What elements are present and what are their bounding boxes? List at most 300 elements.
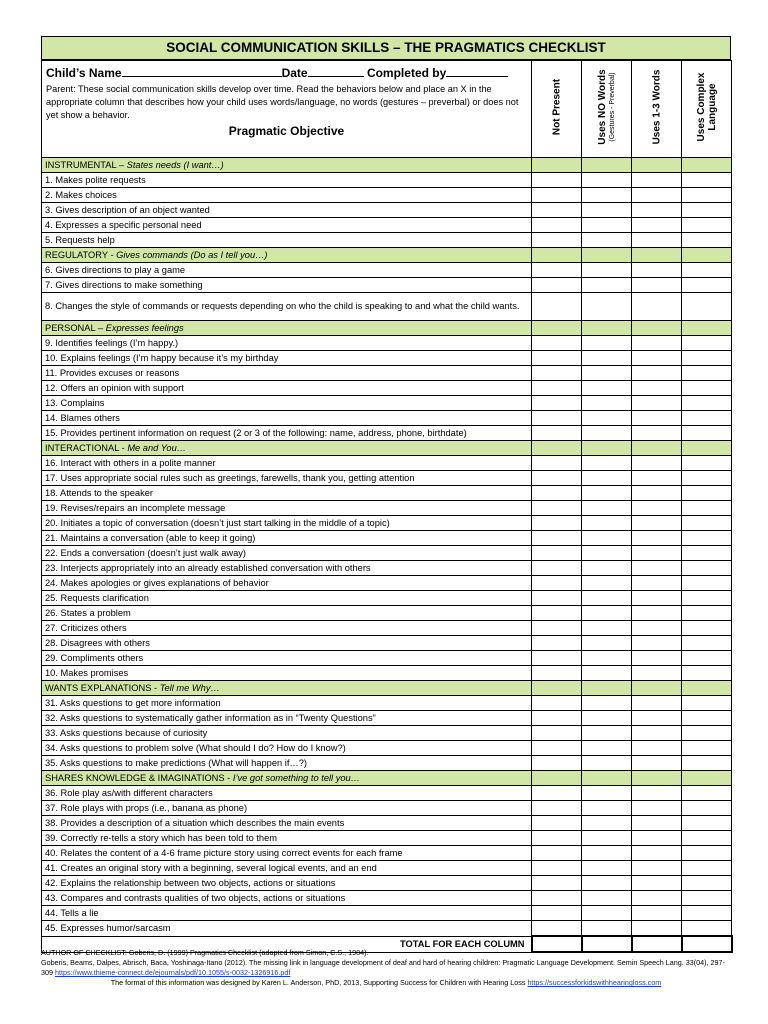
checkbox-cell[interactable] [532,801,582,816]
checkbox-cell[interactable] [532,561,582,576]
section-header-cell [632,248,682,263]
checkbox-cell[interactable] [682,876,732,891]
checkbox-cell[interactable] [682,351,732,366]
checklist-item-label: 17. Uses appropriate social rules such as greetings, farewells, thank you, getting attention [42,471,532,486]
checkbox-cell[interactable] [532,531,582,546]
checkbox-cell[interactable] [532,696,582,711]
page-title: SOCIAL COMMUNICATION SKILLS – THE PRAGMATICS CHECKLIST [41,36,731,60]
checkbox-cell[interactable] [532,831,582,846]
childs-name-field[interactable] [122,65,282,77]
checkbox-cell[interactable] [632,741,682,756]
checkbox-cell[interactable] [682,516,732,531]
checkbox-cell[interactable] [682,336,732,351]
checklist-item-row [42,366,732,381]
section-header-row [42,771,732,786]
checkbox-cell[interactable] [532,651,582,666]
column-header-no-words: Uses NO Words (Gestures - Preverbal) [582,61,632,158]
checklist-item-row [42,861,732,876]
checklist-item-row [42,531,732,546]
checkbox-cell[interactable] [582,456,632,471]
column-header-not-present: Not Present [532,61,582,158]
checkbox-cell[interactable] [582,546,632,561]
checklist-item-row [42,831,732,846]
checkbox-cell[interactable] [532,606,582,621]
checkbox-cell[interactable] [682,741,732,756]
checkbox-cell[interactable] [682,233,732,248]
checkbox-cell[interactable] [532,906,582,921]
checkbox-cell[interactable] [582,293,632,321]
section-title: SHARES KNOWLEDGE & IMAGINATIONS - I’ve got something to tell you… [42,771,532,786]
checkbox-cell[interactable] [532,486,582,501]
checklist-item-label: 22. Ends a conversation (doesn’t just walk away) [42,546,532,561]
checkbox-cell[interactable] [682,801,732,816]
checklist-item-row [42,711,732,726]
checkbox-cell[interactable] [532,501,582,516]
checklist-item-label: 8. Changes the style of commands or requests depending on who the child is speaking to and what the child wants. [42,293,532,321]
checkbox-cell[interactable] [532,293,582,321]
completed-by-field[interactable] [446,65,508,77]
checklist-item-row [42,233,732,248]
checkbox-cell[interactable] [532,636,582,651]
checkbox-cell[interactable] [532,396,582,411]
checkbox-cell[interactable] [582,696,632,711]
checkbox-cell[interactable] [632,861,682,876]
checkbox-cell[interactable] [582,531,632,546]
completed-by-label: Completed by [366,66,447,80]
checkbox-cell[interactable] [632,621,682,636]
checkbox-cell[interactable] [582,173,632,188]
checklist-item-row [42,336,732,351]
checklist-item-label: 23. Interjects appropriately into an already established conversation with others [42,561,532,576]
section-header-cell [532,771,582,786]
checkbox-cell[interactable] [632,203,682,218]
checkbox-cell[interactable] [532,546,582,561]
checkbox-cell[interactable] [682,726,732,741]
format-link[interactable]: https://successforkidswithhearingloss.com [527,978,662,987]
checkbox-cell[interactable] [632,591,682,606]
checkbox-cell[interactable] [632,831,682,846]
checkbox-cell[interactable] [632,263,682,278]
section-header-row [42,441,732,456]
checkbox-cell[interactable] [532,891,582,906]
checkbox-cell[interactable] [532,203,582,218]
checkbox-cell[interactable] [582,636,632,651]
checklist-item-label: 19. Revises/repairs an incomplete message [42,501,532,516]
section-header-cell [582,771,632,786]
checklist-item-label: 33. Asks questions because of curiosity [42,726,532,741]
checkbox-cell[interactable] [532,666,582,681]
checklist-item-label: 16. Interact with others in a polite manner [42,456,532,471]
checkbox-cell[interactable] [532,426,582,441]
checkbox-cell[interactable] [582,336,632,351]
checklist-item-label: 10. Makes promises [42,666,532,681]
checkbox-cell[interactable] [582,576,632,591]
checkbox-cell[interactable] [582,366,632,381]
checklist-item-label: 27. Criticizes others [42,621,532,636]
checklist-item-label: 10. Explains feelings (I’m happy because it’s my birthday [42,351,532,366]
checkbox-cell[interactable] [682,921,732,937]
checklist-item-row [42,786,732,801]
checklist-item-label: 41. Creates an original story with a beginning, several logical events, and an end [42,861,532,876]
checkbox-cell[interactable] [632,756,682,771]
checkbox-cell[interactable] [682,816,732,831]
checkbox-cell[interactable] [582,786,632,801]
checkbox-cell[interactable] [682,786,732,801]
checkbox-cell[interactable] [582,921,632,937]
checkbox-cell[interactable] [582,606,632,621]
checkbox-cell[interactable] [632,696,682,711]
checkbox-cell[interactable] [632,876,682,891]
checkbox-cell[interactable] [582,233,632,248]
checkbox-cell[interactable] [532,876,582,891]
checkbox-cell[interactable] [632,293,682,321]
checkbox-cell[interactable] [532,921,582,937]
checkbox-cell[interactable] [632,606,682,621]
checkbox-cell[interactable] [632,891,682,906]
checklist-item-row [42,801,732,816]
checkbox-cell[interactable] [582,516,632,531]
checkbox-cell[interactable] [582,218,632,233]
checkbox-cell[interactable] [682,756,732,771]
checkbox-cell[interactable] [632,651,682,666]
checkbox-cell[interactable] [532,456,582,471]
checklist-item-row [42,173,732,188]
checklist-item-label: 1. Makes polite requests [42,173,532,188]
checkbox-cell[interactable] [682,173,732,188]
checkbox-cell[interactable] [582,396,632,411]
checklist-item-row [42,696,732,711]
checkbox-cell[interactable] [582,906,632,921]
checklist-item-row [42,188,732,203]
checkbox-cell[interactable] [582,263,632,278]
checkbox-cell[interactable] [582,471,632,486]
checkbox-cell[interactable] [532,278,582,293]
section-header-cell [532,321,582,336]
checkbox-cell[interactable] [582,891,632,906]
checkbox-cell[interactable] [632,173,682,188]
checkbox-cell[interactable] [582,741,632,756]
checkbox-cell[interactable] [682,486,732,501]
checkbox-cell[interactable] [682,293,732,321]
checkbox-cell[interactable] [582,651,632,666]
checkbox-cell[interactable] [532,366,582,381]
header-info-cell [42,61,532,158]
checklist-item-row [42,293,732,321]
checkbox-cell[interactable] [582,846,632,861]
section-header-row [42,158,732,173]
header-row [42,61,732,158]
checkbox-cell[interactable] [582,876,632,891]
checkbox-cell[interactable] [582,621,632,636]
section-title: INSTRUMENTAL – States needs (I want…) [42,158,532,173]
checkbox-cell[interactable] [632,921,682,937]
column-header-complex-language: Uses Complex Language [682,61,732,158]
checkbox-cell[interactable] [682,651,732,666]
checkbox-cell[interactable] [682,366,732,381]
checkbox-cell[interactable] [632,486,682,501]
checkbox-cell[interactable] [532,471,582,486]
checkbox-cell[interactable] [532,381,582,396]
checklist-item-row [42,278,732,293]
section-header-cell [582,321,632,336]
checkbox-cell[interactable] [682,576,732,591]
section-header-cell [682,681,732,696]
checklist-item-label: 5. Requests help [42,233,532,248]
section-title: PERSONAL – Expresses feelings [42,321,532,336]
section-header-cell [632,771,682,786]
checkbox-cell[interactable] [682,546,732,561]
checkbox-cell[interactable] [532,756,582,771]
section-header-row [42,321,732,336]
checklist-item-label: 43. Compares and contrasts qualities of two objects, actions or situations [42,891,532,906]
checkbox-cell[interactable] [532,591,582,606]
checkbox-cell[interactable] [632,233,682,248]
checkbox-cell[interactable] [682,531,732,546]
checkbox-cell[interactable] [582,756,632,771]
checklist-item-row [42,203,732,218]
checkbox-cell[interactable] [582,203,632,218]
checklist-item-label: 25. Requests clarification [42,591,532,606]
section-header-cell [682,441,732,456]
checkbox-cell[interactable] [632,726,682,741]
checklist-item-row [42,516,732,531]
checkbox-cell[interactable] [632,351,682,366]
checklist-item-label: 13. Complains [42,396,532,411]
date-label: Date [281,66,308,80]
footer-format: The format of this information was designed by Karen L. Anderson, PhD, 2013, Supporting Success for Children with Hearing Loss https://successforkidswithhearingloss.com [110,978,662,987]
checklist-item-row [42,576,732,591]
checkbox-cell[interactable] [632,561,682,576]
checkbox-cell[interactable] [682,561,732,576]
checkbox-cell[interactable] [632,576,682,591]
checklist-item-row [42,756,732,771]
checkbox-cell[interactable] [682,411,732,426]
checkbox-cell[interactable] [682,696,732,711]
checkbox-cell[interactable] [582,188,632,203]
checkbox-cell[interactable] [582,816,632,831]
checklist-item-row [42,486,732,501]
section-header-cell [632,681,682,696]
checklist-item-row [42,876,732,891]
checkbox-cell[interactable] [682,861,732,876]
checklist-item-label: 39. Correctly re-tells a story which has been told to them [42,831,532,846]
checklist-item-label: 21. Maintains a conversation (able to keep it going) [42,531,532,546]
checkbox-cell[interactable] [532,263,582,278]
checkbox-cell[interactable] [632,846,682,861]
checkbox-cell[interactable] [682,591,732,606]
checkbox-cell[interactable] [632,546,682,561]
checkbox-cell[interactable] [582,561,632,576]
checklist-item-row [42,606,732,621]
section-header-cell [582,248,632,263]
section-header-cell [532,158,582,173]
checklist-item-row [42,741,732,756]
checkbox-cell[interactable] [632,711,682,726]
checkbox-cell[interactable] [632,188,682,203]
section-header-cell [682,771,732,786]
checklist-item-row [42,263,732,278]
checklist-item-label: 14. Blames others [42,411,532,426]
checklist-item-row [42,351,732,366]
checklist-item-label: 26. States a problem [42,606,532,621]
footer-citation: Goberis, Beams, Dalpes, Abrisch, Baca, Yoshinaga-Itano (2012). The missing link in language development of deaf and hard of hearing children: Pragmatic Language Development. Semin Speech Lang. 33(04), 297-309 https://www.thieme-connect.de/ejournals/pdf/10.1055/s-0032-1326916.pdf [41,958,725,977]
checkbox-cell[interactable] [682,471,732,486]
checkbox-cell[interactable] [632,816,682,831]
checkbox-cell[interactable] [632,426,682,441]
parent-instructions: Parent: These social communication skills develop over time. Read the behaviors below and place an X in the appropriate column that describes how your child uses words/language, no words (gestures – preverbal) or does not yet show a behavior. [46,84,519,120]
checkbox-cell[interactable] [632,906,682,921]
checkbox-cell[interactable] [582,411,632,426]
checklist-item-row [42,816,732,831]
section-header-cell [682,248,732,263]
checklist-item-label: 3. Gives description of an object wanted [42,203,532,218]
citation-link[interactable]: https://www.thieme-connect.de/ejournals/pdf/10.1055/s-0032-1326916.pdf [55,968,291,977]
checklist-item-row [42,456,732,471]
section-header-row [42,681,732,696]
checkbox-cell[interactable] [532,336,582,351]
checkbox-cell[interactable] [532,351,582,366]
checkbox-cell[interactable] [682,381,732,396]
checklist-item-row [42,561,732,576]
checkbox-cell[interactable] [532,786,582,801]
checkbox-cell[interactable] [682,396,732,411]
checkbox-cell[interactable] [682,218,732,233]
checklist-item-label: 36. Role play as/with different characters [42,786,532,801]
checkbox-cell[interactable] [582,666,632,681]
checkbox-cell[interactable] [632,411,682,426]
checkbox-cell[interactable] [582,426,632,441]
checkbox-cell[interactable] [682,906,732,921]
checkbox-cell[interactable] [632,218,682,233]
checkbox-cell[interactable] [632,786,682,801]
checkbox-cell[interactable] [682,278,732,293]
checkbox-cell[interactable] [632,366,682,381]
checkbox-cell[interactable] [682,426,732,441]
checkbox-cell[interactable] [582,861,632,876]
checklist-item-label: 9. Identifies feelings (I’m happy.) [42,336,532,351]
checkbox-cell[interactable] [582,726,632,741]
checkbox-cell[interactable] [582,831,632,846]
checklist-item-label: 35. Asks questions to make predictions (What will happen if…?) [42,756,532,771]
section-header-cell [632,158,682,173]
checklist-item-row [42,218,732,233]
checklist-item-label: 38. Provides a description of a situation which describes the main events [42,816,532,831]
checkbox-cell[interactable] [682,711,732,726]
checkbox-cell[interactable] [582,486,632,501]
checkbox-cell[interactable] [682,621,732,636]
checkbox-cell[interactable] [532,411,582,426]
checkbox-cell[interactable] [682,891,732,906]
checkbox-cell[interactable] [532,218,582,233]
checkbox-cell[interactable] [532,621,582,636]
checklist-item-label: 20. Initiates a topic of conversation (doesn’t just start talking in the middle of a topic) [42,516,532,531]
checkbox-cell[interactable] [582,801,632,816]
checkbox-cell[interactable] [582,591,632,606]
checklist-item-row [42,396,732,411]
checkbox-cell[interactable] [582,278,632,293]
total-label: TOTAL FOR EACH COLUMN [42,936,532,952]
section-header-cell [532,441,582,456]
checkbox-cell[interactable] [632,336,682,351]
checklist-item-label: 31. Asks questions to get more information [42,696,532,711]
checkbox-cell[interactable] [682,606,732,621]
checklist-item-row [42,501,732,516]
checklist-item-label: 44. Tells a lie [42,906,532,921]
checkbox-cell[interactable] [682,456,732,471]
column-header-1-3-words: Uses 1-3 Words [632,61,682,158]
checkbox-cell[interactable] [632,801,682,816]
checkbox-cell[interactable] [632,516,682,531]
checklist-item-label: 29. Compliments others [42,651,532,666]
checkbox-cell[interactable] [632,531,682,546]
checkbox-cell[interactable] [632,471,682,486]
checklist-item-row [42,591,732,606]
date-field[interactable] [308,65,364,77]
section-header-cell [632,441,682,456]
section-header-cell [682,158,732,173]
checkbox-cell[interactable] [632,456,682,471]
childs-name-label: Child’s Name [46,66,122,80]
checkbox-cell[interactable] [532,173,582,188]
checkbox-cell[interactable] [632,396,682,411]
checkbox-cell[interactable] [632,636,682,651]
checkbox-cell[interactable] [532,726,582,741]
checkbox-cell[interactable] [682,666,732,681]
checklist-item-label: 12. Offers an opinion with support [42,381,532,396]
checkbox-cell[interactable] [532,711,582,726]
checkbox-cell[interactable] [682,501,732,516]
checkbox-cell[interactable] [532,516,582,531]
checklist-table [41,60,733,953]
name-date-line [46,65,527,81]
checklist-item-row [42,471,732,486]
checkbox-cell[interactable] [682,636,732,651]
checkbox-cell[interactable] [582,351,632,366]
checkbox-cell[interactable] [682,188,732,203]
section-title: WANTS EXPLANATIONS - Tell me Why… [42,681,532,696]
section-title: INTERACTIONAL - Me and You… [42,441,532,456]
checkbox-cell[interactable] [582,381,632,396]
checkbox-cell[interactable] [682,831,732,846]
checkbox-cell[interactable] [682,203,732,218]
checklist-item-row [42,651,732,666]
checkbox-cell[interactable] [532,816,582,831]
checkbox-cell[interactable] [532,861,582,876]
checklist-item-row [42,621,732,636]
checklist-item-row [42,921,732,937]
checkbox-cell[interactable] [632,381,682,396]
checkbox-cell[interactable] [682,846,732,861]
checklist-item-row [42,411,732,426]
section-title: REGULATORY - Gives commands (Do as I tell you…) [42,248,532,263]
checkbox-cell[interactable] [532,576,582,591]
checkbox-cell[interactable] [582,711,632,726]
checklist-item-row [42,846,732,861]
checkbox-cell[interactable] [632,278,682,293]
checklist-item-label: 24. Makes apologies or gives explanations of behavior [42,576,532,591]
checklist-item-label: 42. Explains the relationship between two objects, actions or situations [42,876,532,891]
checkbox-cell[interactable] [532,233,582,248]
pragmatic-objective-heading: Pragmatic Objective [228,124,345,138]
section-header-row [42,248,732,263]
checkbox-cell[interactable] [532,188,582,203]
checkbox-cell[interactable] [532,846,582,861]
checkbox-cell[interactable] [532,741,582,756]
checkbox-cell[interactable] [632,666,682,681]
checkbox-cell[interactable] [682,263,732,278]
checkbox-cell[interactable] [582,501,632,516]
checkbox-cell[interactable] [632,501,682,516]
